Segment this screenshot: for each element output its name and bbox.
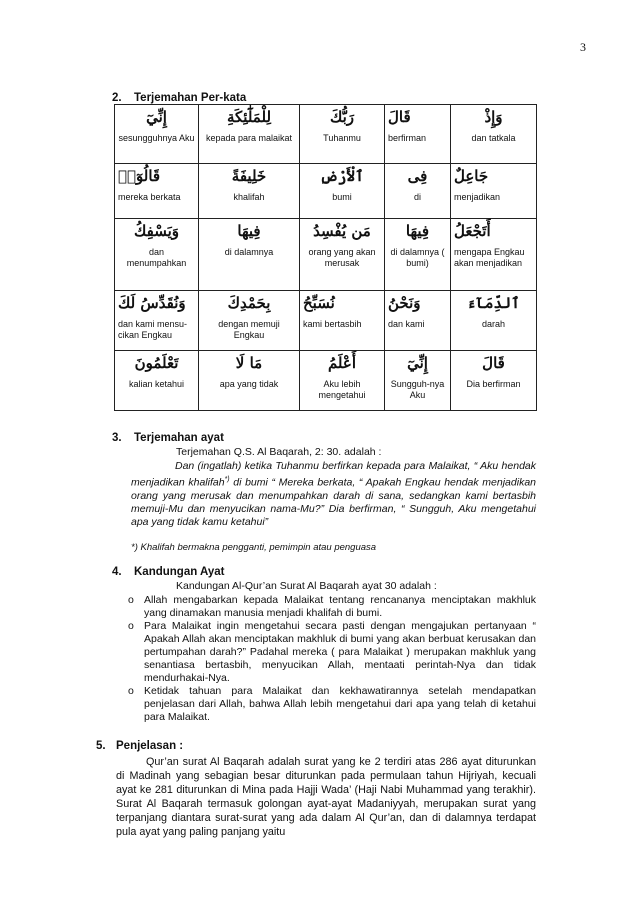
arabic-word: قَالُوٓا۟ [118,167,161,185]
table-row [115,351,537,411]
table-cell [115,291,199,351]
table-cell [385,219,451,291]
word-meaning: dan kami [388,319,425,329]
word-meaning: kepada para malaikat [205,133,293,143]
word-meaning: mengapa Engkau akan menjadikan [454,247,525,268]
arabic-word: خَلِيفَةً [231,167,267,185]
translation-part-1: Dan (ingatlah) ketika Tuhanmu berfirkan kepada para Malaikat, “ Aku hendak menjadikan khalifah [131,460,536,489]
arabic-word: وَإِذْ [484,108,503,126]
arabic-word: بِحَمْدِكَ [227,294,271,312]
table-cell [199,351,300,411]
table-cell [115,351,199,411]
table-row [115,291,537,351]
arabic-word: رَبُّكَ [329,108,355,126]
word-meaning: orang yang akan merusak [308,247,376,268]
arabic-word: إِنِّيٓ [146,108,167,126]
section-4-heading [112,566,225,578]
arabic-word: أَعْلَمُ [327,354,357,372]
list-item [128,620,536,685]
word-meaning: berfirman [388,133,427,143]
word-meaning: kalian ketahui [128,379,185,389]
section-4-title: Kandungan Ayat [134,566,225,578]
word-meaning: dan menumpahkan [126,247,187,268]
table-cell [451,105,537,164]
word-meaning: apa yang tidak [219,379,279,389]
word-meaning: Aku lebih mengetahui [318,379,366,400]
bullet-marker: o [128,620,134,632]
section-3-footnote: *) Khalifah bermakna pengganti, pemimpin atau penguasa [131,542,377,553]
word-meaning: sesungguhnya Aku [118,133,195,143]
arabic-word: إِنِّيٓ [407,354,428,372]
table-cell [451,219,537,291]
word-meaning: Tuhanmu [323,133,361,143]
table-cell [385,291,451,351]
section-2-number: 2. [112,92,122,104]
table-cell [451,164,537,219]
table-cell [199,291,300,351]
section-3-title: Terjemahan ayat [134,432,224,444]
arabic-word: وَيَسْفِكُ [133,222,180,240]
word-meaning: Dia berfirman [466,379,521,389]
word-translation-table [114,104,537,411]
arabic-word: فِيهَا [237,222,261,240]
table-cell [385,164,451,219]
table-cell [115,105,199,164]
table-cell [385,105,451,164]
word-meaning: bumi [332,192,352,202]
word-meaning: kami bertasbih [303,319,362,329]
table-row [115,164,537,219]
arabic-word: وَنُقَدِّسُ لَكَ [118,294,186,312]
table-cell [385,351,451,411]
arabic-word: قَالَ [482,354,505,372]
section-4-intro: Kandungan Al-Qur’an Surat Al Baqarah ayat 30 adalah : [176,580,437,592]
section-5-heading [96,740,183,752]
table-cell [451,351,537,411]
translation-part-2: di bumi “ Mereka berkata, “ Apakah Engkau hendak menjadikan orang yang merusak dan menumpahkan darah di sana, sedangkan kami bertasbih memuji-Mu dan menyucikan nama-Mu?” Dia berfirman, “ Sungguh, Aku mengetahui apa yang tidak kamu ketahui” [131,476,536,528]
word-meaning: mereka berkata [118,192,181,202]
word-meaning: darah [481,319,506,329]
word-meaning: dan tatkala [471,133,516,143]
word-meaning: di dalamnya ( bumi) [390,247,445,268]
table-row [115,219,537,291]
section-2-title: Terjemahan Per-kata [134,92,247,104]
bullet-text: Allah mengabarkan kepada Malaikat tentang rencananya menciptakan makhluk yang dinamakan manusia menjadi khalifah di bumi. [144,594,536,619]
section-4-bullet-list [128,594,536,724]
table-cell [199,164,300,219]
bullet-marker: o [128,685,134,697]
section-5-number: 5. [96,740,106,752]
list-item [128,685,536,724]
arabic-word: أَتَجْعَلُ [454,222,491,240]
section-3-heading [112,432,224,444]
word-meaning: Sungguh-nya Aku [390,379,445,400]
arabic-word: لِلْمَلَٰٓئِكَةِ [226,108,272,126]
section-5-title: Penjelasan : [116,740,184,752]
word-meaning: khalifah [233,192,265,202]
section-2-heading [112,92,246,104]
footnote-marker: *) [224,476,230,483]
word-meaning: di dalamnya [224,247,274,257]
arabic-word: فِى [407,167,428,185]
word-meaning: dengan memuji Engkau [218,319,280,340]
bullet-text: Ketidak tahuan para Malaikat dan kekhawatirannya setelah mendapatkan penjelasan dari Allah, bahwa Allah lebih mengetahui dari apa yang telah di ketahui para Malaikat. [144,685,536,723]
page-number: 3 [580,40,586,54]
word-meaning: menjadikan [454,192,501,202]
table-cell [115,164,199,219]
arabic-word: تَعْلَمُونَ [134,354,179,372]
section-3-intro: Terjemahan Q.S. Al Baqarah, 2: 30. adalah : [176,446,382,458]
arabic-word: مَا لَا [235,354,263,372]
section-5-body: Qur’an surat Al Baqarah adalah surat yang ke 2 terdiri atas 286 ayat diturunkan di Madinah yang sebagian besar diturunkan pada permulaan tahun Hijriyah, kecuali ayat ke 281 diturunkan di Mina pada Hajji Wada’ (Haji Nabi Muhammad yang terakhir). Surat Al Baqarah termasuk golongan ayat-ayat Madaniyyah, merupakan surat yang terpanjang diantara surat-surat yang ada dalam Al Qur’an, dan di dalamnya terdapat pula ayat yang paling panjang yaitu [116,756,536,838]
bullet-text: Para Malaikat ingin mengetahui secara pasti dengan mengajukan pertanyaan “ Apakah Allah akan menciptakan makhluk di bumi yang akan berbuat kerusakan dan pertumpahan darah?” Padahal mereka ( para Malaikat ) merupakan makhluk yang senantiasa bertasbih, menyucikan Allah, mentaati perintah-Nya dan tidak mendurhakai-Nya. [144,620,536,684]
table-cell [199,105,300,164]
arabic-word: فِيهَا [405,222,430,240]
bullet-marker: o [128,594,134,606]
table-cell [300,351,385,411]
arabic-word: نُسَبِّحُ [303,294,335,312]
table-cell [300,164,385,219]
table-row [115,105,537,164]
word-meaning: dan kami mensu-cikan Engkau [118,319,188,340]
arabic-word: قَالَ [388,108,411,126]
table-cell [300,291,385,351]
word-meaning: di [413,192,421,202]
table-cell [300,219,385,291]
arabic-word: وَنَحْنُ [388,294,421,312]
list-item [128,594,536,620]
arabic-word: ٱلْأَرْضِ [320,167,364,185]
table-cell [451,291,537,351]
table-cell [199,219,300,291]
arabic-word: ٱلدِّمَآءَ [467,294,520,312]
table-cell [115,219,199,291]
arabic-word: مَن يُفْسِدُ [313,222,371,240]
section-3-number: 3. [112,432,122,444]
section-3-translation [131,460,536,529]
arabic-word: جَاعِلٌ [454,167,489,185]
table-cell [300,105,385,164]
section-4-number: 4. [112,566,122,578]
